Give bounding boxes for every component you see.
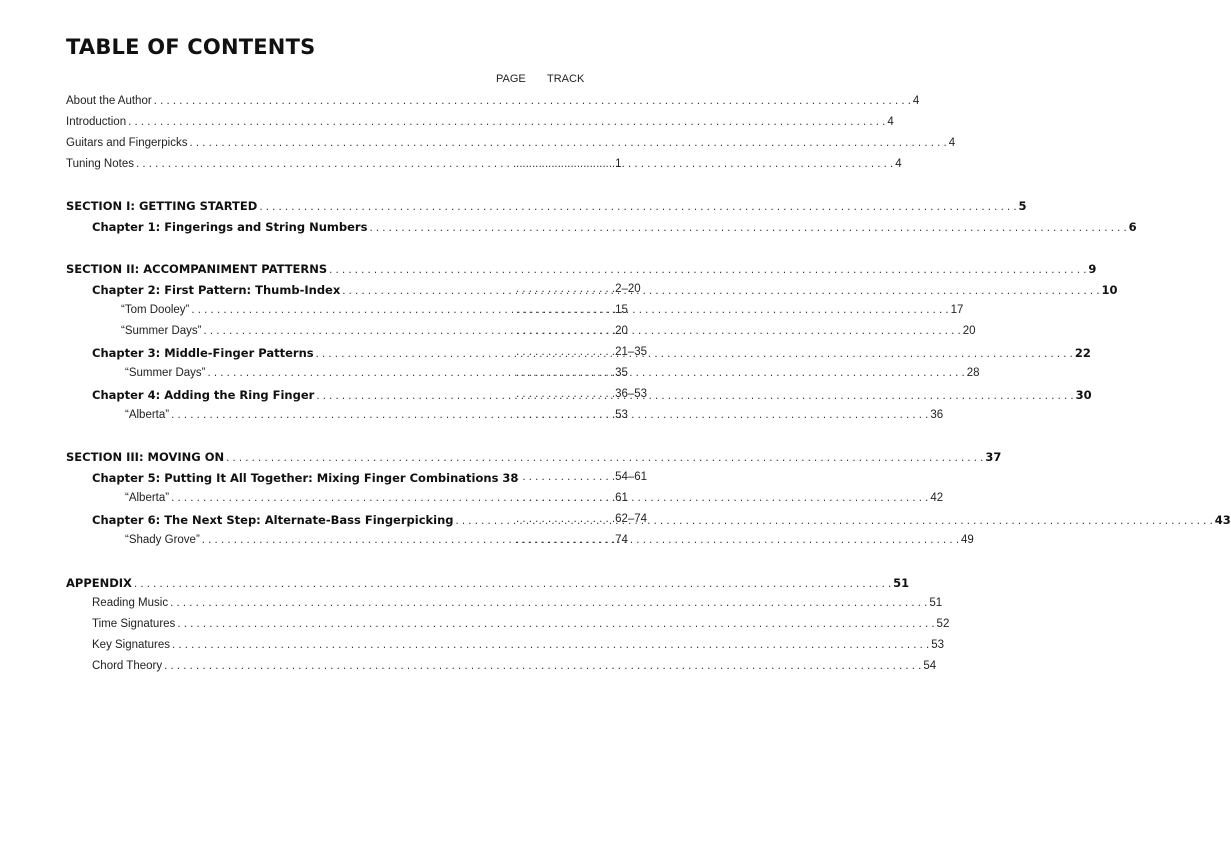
toc-entry-track bbox=[516, 304, 628, 318]
toc-entry-page: 10 bbox=[1101, 283, 1118, 297]
dot-leader bbox=[224, 452, 983, 464]
dot-leader bbox=[170, 639, 929, 651]
toc-entry-label: Reading Music bbox=[92, 597, 169, 609]
track-dot-leader bbox=[516, 325, 615, 337]
toc-entry-page: 6 bbox=[1128, 220, 1137, 234]
track-dot-leader bbox=[516, 158, 615, 170]
track-dot-leader bbox=[516, 346, 615, 358]
toc-entry-label: About the Author bbox=[66, 95, 152, 107]
dot-leader bbox=[126, 116, 885, 128]
dot-leader bbox=[367, 222, 1126, 234]
track-number: 15 bbox=[615, 304, 628, 316]
track-dot-leader bbox=[516, 492, 615, 504]
toc-entry-page: 4 bbox=[912, 95, 920, 107]
track-dot-leader bbox=[516, 283, 615, 295]
track-dot-leader bbox=[516, 409, 615, 421]
track-dot-leader bbox=[516, 388, 615, 400]
toc-entry-label: Chapter 4: Adding the Ring Finger bbox=[92, 388, 315, 402]
track-dot-leader bbox=[516, 471, 615, 483]
toc-entry-page: 51 bbox=[929, 597, 943, 609]
track-number: 36–53 bbox=[615, 388, 648, 400]
toc-entry-track bbox=[516, 492, 628, 506]
toc-entry-label: SECTION II: ACCOMPANIMENT PATTERNS bbox=[66, 262, 328, 276]
toc-entry-label: Chapter 6: The Next Step: Alternate-Bass Fingerpicking bbox=[92, 513, 454, 527]
toc-entry bbox=[92, 471, 519, 485]
toc-entry-label: “Shady Grove” bbox=[125, 534, 200, 546]
toc-entry bbox=[66, 576, 910, 590]
toc-entry-label: Chapter 2: First Pattern: Thumb-Index bbox=[92, 283, 341, 297]
dot-leader bbox=[175, 618, 934, 630]
toc-entry-label: Key Signatures bbox=[92, 639, 170, 651]
track-column-header: TRACK bbox=[547, 73, 585, 85]
toc-entry-page: 38 bbox=[502, 471, 519, 485]
toc-entry-label: SECTION I: GETTING STARTED bbox=[66, 199, 258, 213]
toc-entry-page: 43 bbox=[1214, 513, 1231, 527]
toc-entry-track bbox=[516, 513, 648, 527]
toc-entry-label: Chapter 3: Middle-Finger Patterns bbox=[92, 346, 314, 360]
track-number: 74 bbox=[615, 534, 628, 546]
toc-entry-label: Guitars and Fingerpicks bbox=[66, 137, 188, 149]
toc-entry-page: 37 bbox=[985, 450, 1002, 464]
toc-entry bbox=[92, 639, 945, 653]
track-dot-leader bbox=[516, 513, 615, 525]
dot-leader bbox=[257, 201, 1016, 213]
toc-entry-page: 54 bbox=[923, 660, 937, 672]
dot-leader bbox=[340, 285, 1099, 297]
track-number: 2–20 bbox=[615, 283, 641, 295]
toc-entry bbox=[66, 116, 894, 130]
toc-entry-label: Chapter 1: Fingerings and String Numbers bbox=[92, 220, 368, 234]
toc-entry bbox=[66, 137, 956, 151]
track-number: 62–74 bbox=[615, 513, 648, 525]
toc-entry-track bbox=[516, 283, 641, 297]
dot-leader bbox=[314, 348, 1073, 360]
track-number: 54–61 bbox=[615, 471, 648, 483]
toc-entry-page: 4 bbox=[948, 137, 956, 149]
dot-leader bbox=[162, 660, 921, 672]
toc-entry-page: 52 bbox=[936, 618, 950, 630]
toc-entry-track bbox=[516, 158, 622, 172]
toc-entry-page: 4 bbox=[887, 116, 894, 128]
track-dot-leader bbox=[516, 367, 615, 379]
toc-entry-page: 20 bbox=[962, 325, 976, 337]
toc-entry-track bbox=[516, 388, 648, 402]
track-dot-leader bbox=[516, 534, 615, 546]
toc-entry-track bbox=[516, 367, 628, 381]
track-number: 61 bbox=[615, 492, 628, 504]
track-number: 53 bbox=[615, 409, 628, 421]
toc-entry bbox=[92, 618, 950, 632]
toc-entry-page: 22 bbox=[1074, 346, 1091, 360]
toc-entry-label: “Tom Dooley” bbox=[121, 304, 190, 316]
toc-entry bbox=[66, 158, 902, 172]
toc-entry bbox=[92, 597, 943, 611]
toc-entry-page: 5 bbox=[1018, 199, 1027, 213]
toc-entry bbox=[66, 95, 920, 109]
toc-entry bbox=[66, 262, 1097, 276]
toc-entry-page: 49 bbox=[961, 534, 974, 546]
track-dot-leader bbox=[516, 304, 615, 316]
track-number: 21–35 bbox=[615, 346, 648, 358]
dot-leader bbox=[187, 137, 946, 149]
page-column-header: PAGE bbox=[496, 73, 526, 85]
toc-entry-track bbox=[516, 471, 648, 485]
dot-leader bbox=[134, 158, 893, 170]
toc-entry-label: “Alberta” bbox=[125, 492, 170, 504]
toc-entry-track bbox=[516, 346, 648, 360]
toc-entry-page: 28 bbox=[966, 367, 980, 379]
toc-entry-page: 51 bbox=[893, 576, 910, 590]
toc-entry bbox=[92, 660, 937, 674]
toc-entry bbox=[121, 325, 976, 339]
dot-leader bbox=[314, 390, 1073, 402]
toc-entry-page: 42 bbox=[930, 492, 944, 504]
toc-entry-page: 36 bbox=[930, 409, 944, 421]
toc-entry bbox=[66, 450, 1002, 464]
toc-entry-label: Introduction bbox=[66, 116, 127, 128]
toc-entry-track bbox=[516, 325, 628, 339]
dot-leader bbox=[152, 95, 911, 107]
toc-entry-label: Chapter 5: Putting It All Together: Mixing Finger Combinations bbox=[92, 471, 499, 485]
toc-entry bbox=[66, 199, 1027, 213]
toc-entry-label: SECTION III: MOVING ON bbox=[66, 450, 225, 464]
dot-leader bbox=[168, 597, 927, 609]
track-number: 1 bbox=[615, 158, 622, 170]
toc-entry-page: 4 bbox=[895, 158, 902, 170]
toc-entry-page: 53 bbox=[931, 639, 945, 651]
dot-leader bbox=[132, 578, 891, 590]
toc-entry-label: Tuning Notes bbox=[66, 158, 134, 170]
page-title: TABLE OF CONTENTS bbox=[66, 35, 316, 59]
toc-entry bbox=[92, 220, 1137, 234]
toc-entry-label: Chord Theory bbox=[92, 660, 163, 672]
track-number: 20 bbox=[615, 325, 628, 337]
dot-leader bbox=[327, 264, 1086, 276]
track-number: 35 bbox=[615, 367, 628, 379]
toc-entry-page: 17 bbox=[950, 304, 964, 316]
toc-entry-track bbox=[516, 534, 628, 548]
toc-entry-track bbox=[516, 409, 628, 423]
toc-entry-label: APPENDIX bbox=[66, 576, 132, 590]
toc-entry-label: Time Signatures bbox=[92, 618, 176, 630]
toc-entry-label: “Summer Days” bbox=[121, 325, 202, 337]
toc-entry-label: “Alberta” bbox=[125, 409, 170, 421]
toc-entry-page: 9 bbox=[1088, 262, 1097, 276]
toc-entry-label: “Summer Days” bbox=[125, 367, 206, 379]
toc-entry-page: 30 bbox=[1075, 388, 1092, 402]
